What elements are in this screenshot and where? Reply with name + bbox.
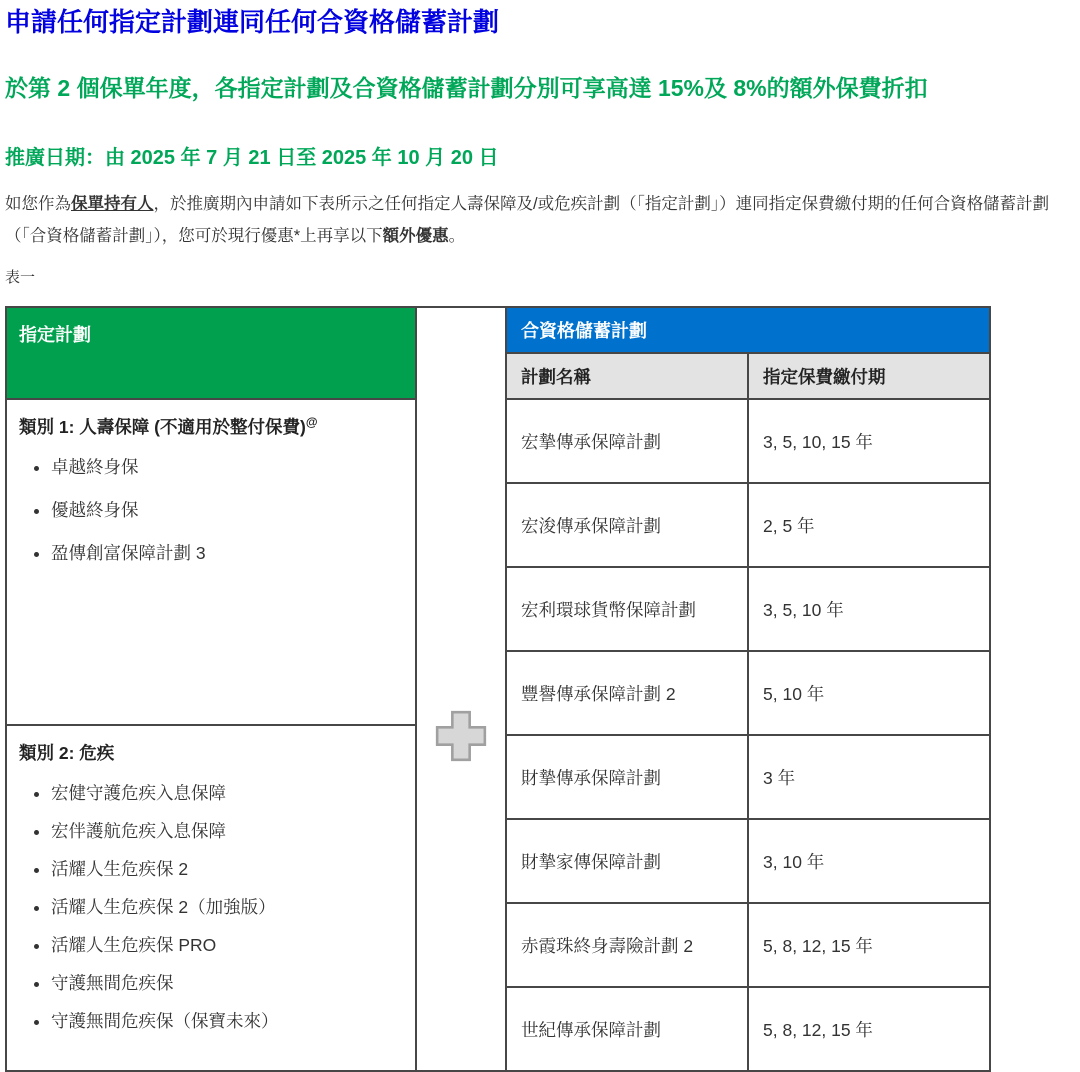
plan-list-item: • 活耀人生危疾保 2 — [51, 858, 403, 880]
premium-term-cell: 3, 5, 10, 15 年 — [748, 399, 990, 483]
intro-paragraph — [5, 188, 1068, 252]
plan-list-item: • 宏伴護航危疾入息保障 — [51, 820, 403, 842]
premium-term-cell: 3 年 — [748, 735, 990, 819]
table-row — [506, 903, 990, 987]
category-2-title-text: 類別 2: 危疾 — [19, 743, 115, 763]
plan-name-cell: 宏利環球貨幣保障計劃 — [506, 567, 748, 651]
eligible-plans-subheader-row — [506, 353, 990, 399]
plan-list-item: • 優越終身保 — [51, 499, 403, 521]
premium-term-cell: 2, 5 年 — [748, 483, 990, 567]
plan-name-cell: 宏浚傳承保障計劃 — [506, 483, 748, 567]
table-row — [506, 987, 990, 1071]
plan-name-cell: 財摯傳承保障計劃 — [506, 735, 748, 819]
eligible-plans-header: 合資格儲蓄計劃 — [506, 307, 990, 353]
plan-list-item: • 活耀人生危疾保 2（加強版） — [51, 896, 403, 918]
extra-benefit-emphasis: 額外優惠 — [382, 227, 449, 245]
premium-term-cell: 5, 8, 12, 15 年 — [748, 987, 990, 1071]
plan-list-item: • 守護無間危疾保 — [51, 972, 403, 994]
category-1-plan-list — [19, 456, 403, 564]
premium-term-cell: 3, 5, 10 年 — [748, 567, 990, 651]
table-row — [506, 483, 990, 567]
premium-term-cell: 3, 10 年 — [748, 819, 990, 903]
category-1-title-text: 類別 1: 人壽保障 (不適用於整付保費) — [19, 417, 306, 437]
plus-icon — [435, 710, 487, 762]
eligible-plans-header-row — [506, 307, 990, 353]
table-row — [506, 651, 990, 735]
plan-name-cell: 宏摯傳承保障計劃 — [506, 399, 748, 483]
plan-list-item: • 活耀人生危疾保 PRO — [51, 934, 403, 956]
category-2-plan-list — [19, 782, 403, 1032]
plan-name-cell: 赤霞珠終身壽險計劃 2 — [506, 903, 748, 987]
table-caption: 表一 — [5, 269, 36, 286]
designated-plans-header-label: 指定計劃 — [19, 325, 91, 345]
category-1-title — [19, 414, 403, 439]
page-title: 申請任何指定計劃連同任何合資格儲蓄計劃 — [5, 7, 500, 37]
plan-name-cell: 豐譽傳承保障計劃 2 — [506, 651, 748, 735]
eligible-plans-table — [505, 306, 991, 1072]
intro-suffix: 。 — [448, 227, 466, 245]
category-1-section — [7, 400, 415, 726]
premium-term-cell: 5, 10 年 — [748, 651, 990, 735]
intro-middle: ，於推廣期內申請如下表所示之任何指定人壽保障及/或危疾計劃（「指定計劃」）連同指定保費繳付期的任何合資格儲蓄計劃（「合資格儲蓄計劃」），您可於現行優惠*上再享以下 — [5, 195, 1050, 245]
table-row — [506, 819, 990, 903]
designated-plans-header — [7, 308, 415, 400]
intro-prefix: 如您作為 — [5, 195, 71, 213]
plan-list-item: • 盈傳創富保障計劃 3 — [51, 542, 403, 564]
category-1-title-superscript: @ — [305, 415, 318, 430]
eligible-plans-column — [505, 306, 991, 1072]
designated-plans-column — [5, 306, 417, 1072]
column-header-plan-name: 計劃名稱 — [506, 353, 748, 399]
promo-subtitle: 於第 2 個保單年度，各指定計劃及合資格儲蓄計劃分別可享高達 15%及 8%的額外保費折扣 — [5, 75, 928, 101]
plan-list-item: • 守護無間危疾保（保寶未來） — [51, 1010, 403, 1032]
promo-table — [5, 306, 991, 1072]
premium-term-cell: 5, 8, 12, 15 年 — [748, 903, 990, 987]
category-2-title — [19, 740, 403, 765]
plan-list-item: • 卓越終身保 — [51, 456, 403, 478]
table-row — [506, 399, 990, 483]
table-row — [506, 567, 990, 651]
plan-name-cell: 財摯家傳保障計劃 — [506, 819, 748, 903]
plus-column — [417, 306, 505, 1072]
policyholder-emphasis: 保單持有人 — [71, 195, 154, 213]
column-header-premium-term: 指定保費繳付期 — [748, 353, 990, 399]
category-2-section — [7, 726, 415, 1032]
promo-period: 推廣日期：由 2025 年 7 月 21 日至 2025 年 10 月 20 日 — [5, 147, 499, 169]
plan-list-item: • 宏健守護危疾入息保障 — [51, 782, 403, 804]
table-row — [506, 735, 990, 819]
plan-name-cell: 世紀傳承保障計劃 — [506, 987, 748, 1071]
